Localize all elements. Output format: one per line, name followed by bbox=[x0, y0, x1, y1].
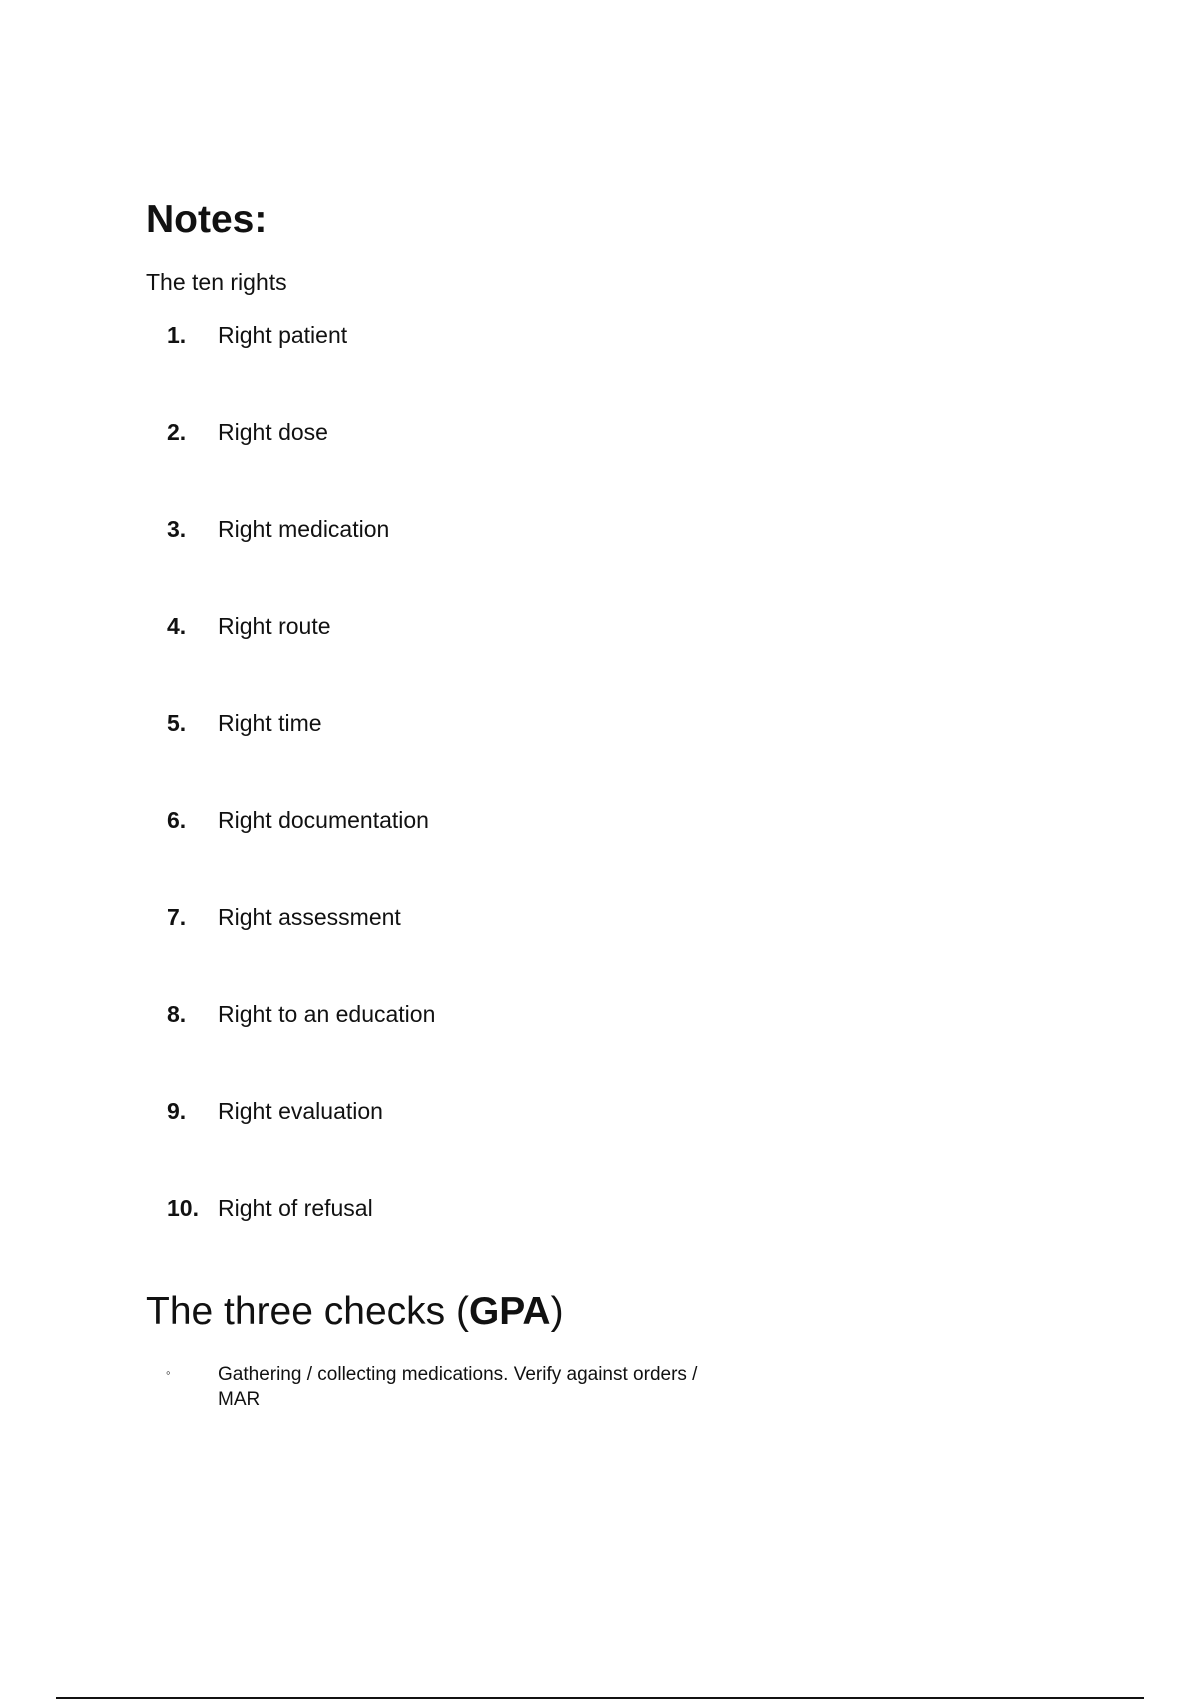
footer-divider bbox=[56, 1697, 1144, 1699]
list-item-text: Right medication bbox=[218, 516, 390, 542]
list-item-text: Right time bbox=[218, 710, 322, 736]
list-item-number: 2. bbox=[167, 419, 187, 445]
list-item-number: 4. bbox=[167, 613, 187, 639]
list-item-number: 9. bbox=[167, 1098, 187, 1124]
list-item-number: 3. bbox=[167, 516, 187, 542]
checks-list bbox=[146, 1362, 746, 1412]
list-item-text: Right of refusal bbox=[218, 1195, 373, 1221]
section-heading bbox=[146, 1288, 564, 1336]
list-item-number: 10. bbox=[167, 1195, 199, 1221]
page-title: Notes: bbox=[146, 198, 268, 241]
list-item-text: Right patient bbox=[218, 322, 348, 348]
list-item-text: Right evaluation bbox=[218, 1098, 383, 1124]
list-item-number: 5. bbox=[167, 710, 187, 736]
list-item-number: 8. bbox=[167, 1001, 187, 1027]
list-item bbox=[146, 1362, 746, 1412]
section-heading-close: ) bbox=[550, 1290, 564, 1333]
list-item-text: Right documentation bbox=[218, 807, 429, 833]
intro-text: The ten rights bbox=[146, 269, 287, 295]
list-item-number: 1. bbox=[167, 322, 187, 348]
list-item-number: 7. bbox=[167, 904, 187, 930]
list-item-text: Right dose bbox=[218, 419, 328, 445]
list-item-text: Gathering / collecting medications. Verify against orders / MAR bbox=[218, 1364, 698, 1410]
list-item-text: Right to an education bbox=[218, 1001, 436, 1027]
hollow-circle-bullet-icon: ◦ bbox=[166, 1365, 171, 1380]
section-heading-text: The three checks ( bbox=[146, 1290, 469, 1333]
list-item-number: 6. bbox=[167, 807, 187, 833]
list-item-text: Right assessment bbox=[218, 904, 401, 930]
section-heading-acronym: GPA bbox=[468, 1290, 551, 1333]
list-item-text: Right route bbox=[218, 613, 331, 639]
